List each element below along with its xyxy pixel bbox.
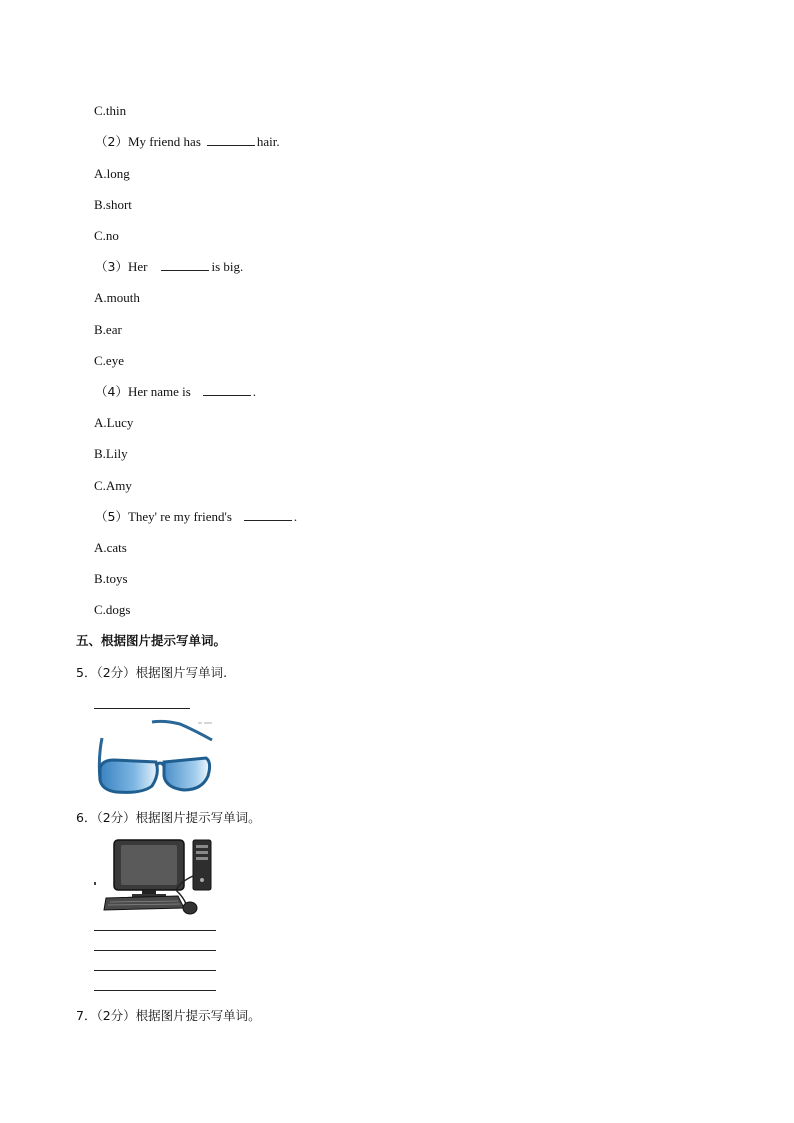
question-6-label: 6．（2分）根据图片提示写单词。 xyxy=(76,810,261,825)
answer-blank[interactable] xyxy=(244,509,292,521)
answer-line[interactable] xyxy=(94,990,216,991)
option-a: A.mouth xyxy=(94,290,140,305)
question-number: （5） xyxy=(95,509,128,524)
option-a: A.cats xyxy=(94,540,127,555)
question-4 xyxy=(95,384,256,400)
question-number: （3） xyxy=(95,259,128,274)
option-a: A.Lucy xyxy=(94,415,134,430)
answer-blank[interactable] xyxy=(203,384,251,396)
option-a: A.long xyxy=(94,166,130,181)
question-text-pre: Her name is xyxy=(127,384,191,399)
question-text-post: . xyxy=(293,509,298,524)
option-c: C.eye xyxy=(94,353,124,368)
question-text-pre: Her xyxy=(127,259,148,274)
question-5-label: 5．（2分）根据图片写单词. xyxy=(76,665,228,680)
option-c: C.Amy xyxy=(94,478,132,493)
question-text-post: . xyxy=(252,384,257,399)
question-2 xyxy=(95,134,280,150)
question-number: （2） xyxy=(95,134,128,149)
computer-icon xyxy=(94,836,216,916)
option-b: B.ear xyxy=(94,322,122,337)
answer-blank[interactable] xyxy=(161,259,209,271)
question-5 xyxy=(95,509,297,525)
answer-line[interactable] xyxy=(94,950,216,951)
question-text-post: is big. xyxy=(211,259,244,274)
answer-line[interactable] xyxy=(94,930,216,931)
option-c-thin: C.thin xyxy=(94,103,127,118)
section-title: 五、根据图片提示写单词。 xyxy=(76,633,227,648)
option-c: C.no xyxy=(94,228,119,243)
answer-blank[interactable] xyxy=(207,134,255,146)
question-3 xyxy=(95,259,243,275)
glasses-icon xyxy=(94,718,214,794)
option-b: B.toys xyxy=(94,571,128,586)
option-b: B.Lily xyxy=(94,446,128,461)
answer-line[interactable] xyxy=(94,708,190,709)
question-text-pre: They' re my friend's xyxy=(127,509,232,524)
option-b: B.short xyxy=(94,197,132,212)
question-text-pre: My friend has xyxy=(127,134,201,149)
option-c: C.dogs xyxy=(94,602,131,617)
question-number: （4） xyxy=(95,384,128,399)
question-7-label: 7．（2分）根据图片提示写单词。 xyxy=(76,1008,261,1023)
answer-line[interactable] xyxy=(94,970,216,971)
question-text-post: hair. xyxy=(256,134,280,149)
